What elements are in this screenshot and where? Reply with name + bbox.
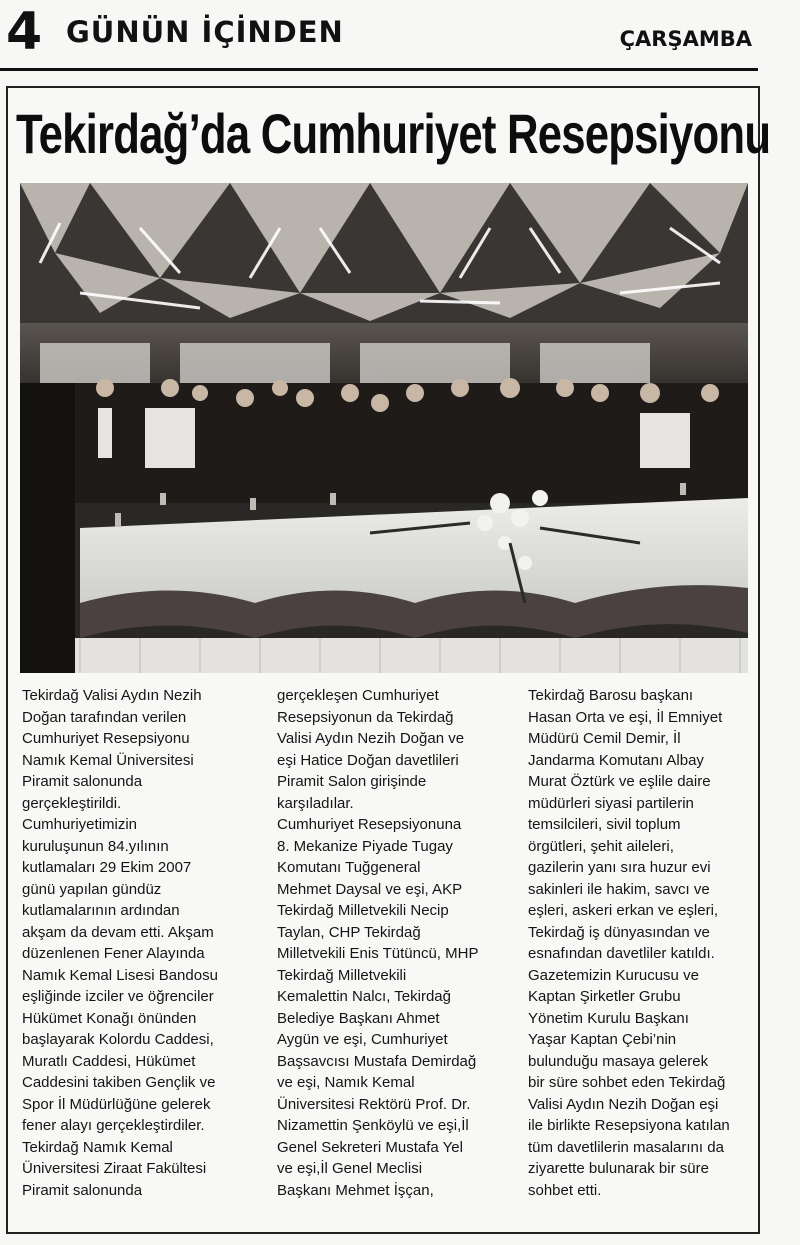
- article-headline: Tekirdağ’da Cumhuriyet Resepsiyonu: [16, 102, 771, 165]
- column-3-text: Tekirdağ Barosu başkanı Hasan Orta ve eşi, İl Emniyet Müdürü Cemil Demir, İl Jandarma Komutanı Albay Murat Öztürk ve eşlile daire müdürleri siyasi partilerin temsilcileri, sivil toplum örgütleri, şehit aileleri, gazilerin yanı sıra huzur evi sakinleri ile hakim, savcı ve eşleri, askeri erkan ve eşleri, Tekirdağ iş dünyasından ve esnafından davetliler katıldı. Gazetemizin Kurucusu ve Kaptan Şirketler Grubu Yönetim Kurulu Başkanı Yaşar Kaptan Çebi’nin bulunduğu masaya gelerek bir süre sohbet eden Tekirdağ Valisi Aydın Nezih Doğan eşi ile birlikte Resepsiyona katılan tüm davetlilerin masalarını da ziyarette bulunarak bir süre sohbet etti.: [528, 687, 730, 1199]
- reception-photo-image: [20, 183, 748, 673]
- article-box: [6, 86, 771, 1234]
- section-title: GÜNÜN İÇİNDEN: [66, 15, 344, 49]
- article-column-1: [22, 685, 262, 1201]
- page-number: 4: [6, 2, 43, 62]
- reception-photo: [20, 183, 748, 673]
- article-column-3: [528, 685, 758, 1201]
- column-1-text: Tekirdağ Valisi Aydın Nezih Doğan tarafından verilen Cumhuriyet Resepsiyonu Namık Kemal Üniversitesi Piramit salonunda gerçekleştirildi. Cumhuriyetimizin kuruluşunun 84.yılının kutlamaları 29 Ekim 2007 günü yapılan gündüz kutlamalarının ardından akşam da devam etti. Akşam düzenlenen Fener Alayında Namık Kemal Lisesi Bandosu eşliğinde izciler ve öğrenciler Hükümet Konağı önünden başlayarak Kolordu Caddesi, Muratlı Caddesi, Hükümet Caddesini takiben Gençlik ve Spor İl Müdürlüğüne gelerek fener alayı gerçekleştirdiler. Tekirdağ Namık Kemal Üniversitesi Ziraat Fakültesi Piramit salonunda: [22, 687, 218, 1199]
- header-rule: [0, 68, 758, 71]
- page-header: [0, 0, 760, 66]
- article-column-2: [277, 685, 517, 1201]
- column-2-text: gerçekleşen Cumhuriyet Resepsiyonun da Tekirdağ Valisi Aydın Nezih Doğan ve eşi Hatice Doğan davetlileri Piramit Salon girişinde karşıladılar. Cumhuriyet Resepsiyonuna 8. Mekanize Piyade Tugay Komutanı Tuğgeneral Mehmet Daysal ve eşi, AKP Tekirdağ Milletvekili Necip Taylan, CHP Tekirdağ Milletvekili Enis Tütüncü, MHP Tekirdağ Milletvekili Kemalettin Nalcı, Tekirdağ Belediye Başkanı Ahmet Aygün ve eşi, Cumhuriyet Başsavcısı Mustafa Demirdağ ve eşi, Namık Kemal Üniversitesi Rektörü Prof. Dr. Nizamettin Şenköylü ve eşi,İl Genel Sekreteri Mustafa Yel ve eşi,İl Genel Meclisi Başkanı Mehmet İşçan,: [277, 687, 479, 1199]
- weekday-label: ÇARŞAMBA: [619, 27, 752, 51]
